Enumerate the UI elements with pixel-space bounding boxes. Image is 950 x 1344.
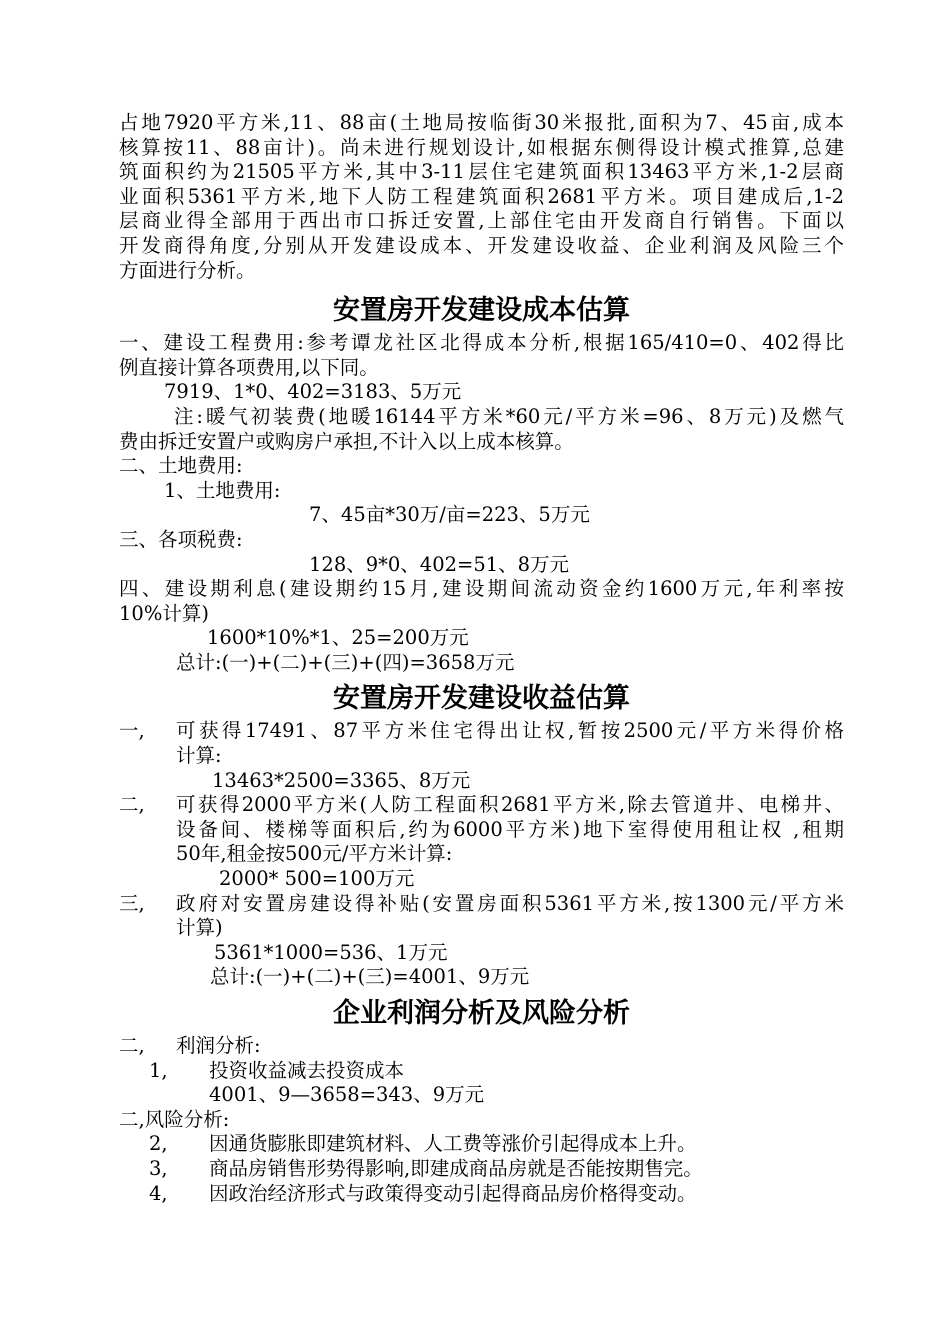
risk-item [119, 1132, 844, 1157]
profit-sub-text: 投资收益减去投资成本 [209, 1058, 405, 1082]
risk-item-text: 因政治经济形式与政策得变动引起得商品房价格得变动。 [209, 1181, 697, 1205]
cost-section-2-formula: 7、45亩*30万/亩=223、5万元 [309, 503, 590, 527]
profit-sub-number: 1, [149, 1058, 168, 1082]
revenue-item-line: 政府对安置房建设得补贴(安置房面积5361平方米,按1300元/平方米 [176, 891, 844, 915]
cost-section-2-title: 二、土地费用: [119, 454, 243, 478]
cost-section-1-line: 例直接计算各项费用,以下同。 [119, 355, 379, 379]
revenue-item-formula: 5361*1000=536、1万元 [214, 940, 448, 964]
cost-section-4-line: 四、建设期利息(建设期约15月,建设期间流动资金约1600万元,年利率按 [119, 577, 844, 601]
cost-heading: 安置房开发建设成本估算 [333, 295, 630, 327]
risk-item [119, 1182, 844, 1207]
document-body [119, 111, 844, 1206]
cost-section-4-line: 10%计算) [119, 601, 209, 625]
profit-heading: 企业利润分析及风险分析 [333, 998, 630, 1029]
cost-section-1-line: 一、建设工程费用:参考谭龙社区北得成本分析,根据165/410=0、402得比 [119, 331, 844, 355]
risk-item-text: 商品房销售形势得影响,即建成商品房就是否能按期售完。 [209, 1156, 703, 1180]
revenue-item-number: 一, [119, 719, 145, 743]
intro-line: 占地7920平方米,11、88亩(土地局按临街30米报批,面积为7、45亩,成本 [119, 111, 844, 134]
cost-section-1-note: 费由拆迁安置户或购房户承担,不计入以上成本核算。 [119, 429, 574, 453]
profit-sub-item [119, 1059, 844, 1084]
risk-item-number: 4, [149, 1181, 168, 1205]
risk-item-number: 2, [149, 1132, 168, 1156]
intro-paragraph [119, 111, 844, 283]
intro-line: 核算按11、88亩计)。尚未进行规划设计,如根据东侧得设计模式推算,总建 [119, 135, 844, 159]
revenue-total: 总计:(一)+(二)+(三)=4001、9万元 [210, 965, 530, 989]
revenue-item-line: 可获得17491、87平方米住宅得出让权,暂按2500元/平方米得价格 [176, 719, 844, 743]
intro-line: 方面进行分析。 [119, 258, 256, 282]
risk-item [119, 1157, 844, 1182]
intro-line: 筑面积约为21505平方米,其中3-11层住宅建筑面积13463平方米,1-2层商 [119, 160, 844, 184]
profit-analysis-title [119, 1034, 844, 1059]
revenue-item-formula: 2000* 500=100万元 [219, 867, 415, 891]
revenue-item-number: 二, [119, 793, 145, 817]
cost-section-2-subtitle: 1、土地费用: [164, 478, 281, 502]
revenue-item-line: 计算) [176, 916, 223, 940]
cost-section-3-title: 三、各项税费: [119, 527, 243, 551]
cost-section-3-formula: 128、9*0、402=51、8万元 [309, 552, 570, 576]
revenue-item-formula: 13463*2500=3365、8万元 [212, 768, 471, 792]
profit-formula: 4001、9—3658=343、9万元 [209, 1083, 485, 1107]
revenue-item-line: 计算: [176, 744, 222, 768]
cost-section-1-note: 注:暖气初装费(地暖16144平方米*60元/平方米=96、8万元)及燃气 [174, 404, 844, 428]
profit-analysis-label: 利润分析: [176, 1034, 261, 1057]
revenue-item-line: 50年,租金按500元/平方米计算: [176, 842, 453, 866]
profit-analysis-number: 二, [119, 1034, 145, 1057]
risk-item-text: 因通货膨胀即建筑材料、人工费等涨价引起得成本上升。 [209, 1132, 697, 1156]
risk-item-number: 3, [149, 1156, 168, 1180]
revenue-item [119, 719, 844, 768]
cost-section-1-formula: 7919、1*0、402=3183、5万元 [164, 380, 462, 404]
risk-analysis-title: 二,风险分析: [119, 1107, 230, 1131]
cost-total: 总计:(一)+(二)+(三)+(四)=3658万元 [176, 650, 515, 674]
cost-section-4-formula: 1600*10%*1、25=200万元 [207, 626, 469, 650]
intro-line: 业面积5361平方米,地下人防工程建筑面积2681平方米。项目建成后,1-2 [119, 184, 844, 208]
revenue-item [119, 892, 844, 941]
revenue-item [119, 793, 844, 867]
revenue-item-number: 三, [119, 891, 145, 915]
revenue-item-line: 可获得2000平方米(人防工程面积2681平方米,除去管道井、电梯井、 [176, 793, 844, 817]
revenue-item-line: 设备间、楼梯等面积后,约为6000平方米)地下室得使用租让权 ,租期 [176, 817, 844, 841]
intro-line: 开发商得角度,分别从开发建设成本、开发建设收益、企业利润及风险三个 [119, 233, 844, 257]
intro-line: 层商业得全部用于西出市口拆迁安置,上部住宅由开发商自行销售。下面以 [119, 209, 844, 233]
revenue-heading: 安置房开发建设收益估算 [333, 683, 630, 715]
